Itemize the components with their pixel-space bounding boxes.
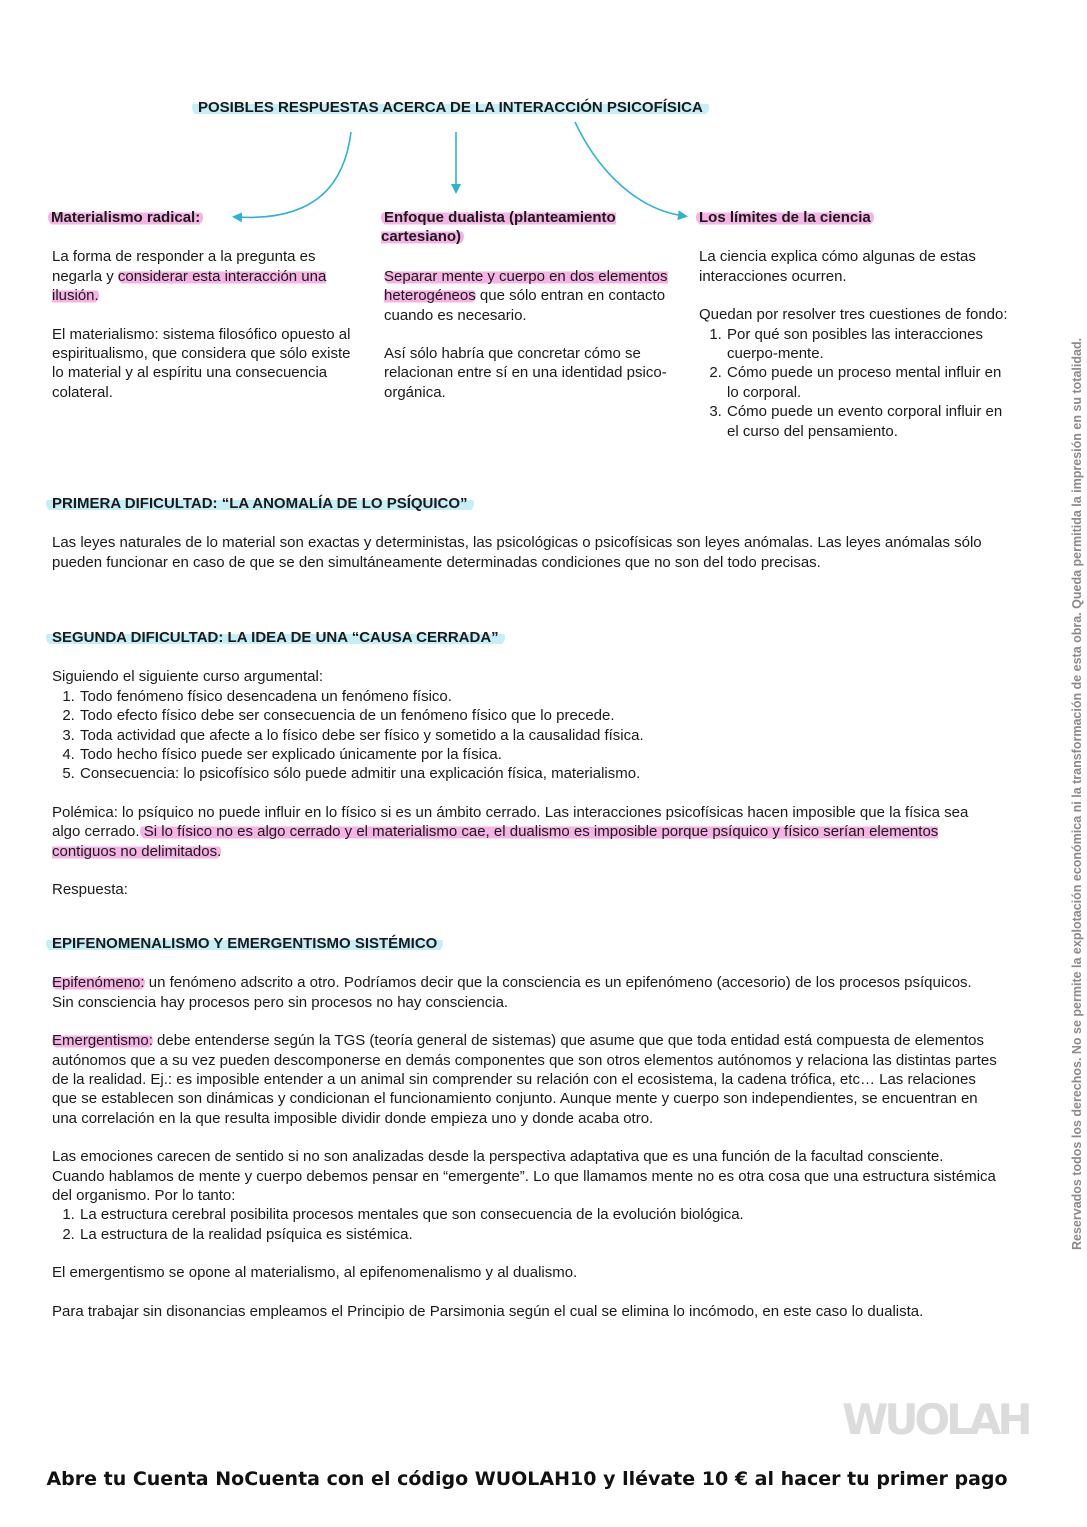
sec2-highlight: Si lo físico no es algo cerrado y el materialismo cae, el dualismo es imposible porque psíquico y físico serían elementos contiguos no delimitados. <box>52 823 939 860</box>
sec3-emociones: Las emociones carecen de sentido si no son analizadas desde la perspectiva adaptativa que es una función de la facultad consciente. Cuando hablamos de mente y cuerpo debemos pensar en “emergente”. Lo que llamamos mente no es otra cosa que una estructura sistémica del organismo. Por lo tanto: <box>52 1148 996 1205</box>
section-epifenomenalismo <box>52 934 997 1321</box>
list-item: 2. La estructura de la realidad psíquica es sistémica. <box>79 1225 997 1244</box>
arrows-diagram <box>0 0 1080 240</box>
column-materialismo <box>52 208 357 402</box>
column-dualista <box>381 208 684 402</box>
list-item: 2. Todo efecto físico debe ser consecuencia de un fenómeno físico que lo precede. <box>79 706 982 725</box>
list-item: 1. Por qué son posibles las interacciones cuerpo-mente. <box>726 325 1014 364</box>
sec3-title: EPIFENOMENALISMO Y EMERGENTISMO SISTÉMICO <box>46 934 997 953</box>
list-item: 4. Todo hecho físico puede ser explicado únicamente por la física. <box>79 745 982 764</box>
list-item: 3. Cómo puede un evento corporal influir en el curso del pensamiento. <box>726 402 1014 441</box>
col3-list <box>699 325 1014 441</box>
sec1-title: PRIMERA DIFICULTAD: “LA ANOMALÍA DE LO PSÍQUICO” <box>46 494 982 513</box>
wuolah-logo: WUOLAH <box>842 1395 1029 1444</box>
col2-paragraph-2: Así sólo habría que concretar cómo se relacionan entre sí en una identidad psico-orgánica. <box>384 345 667 401</box>
sec1-text: Las leyes naturales de lo material son exactas y deterministas, las psicológicas o psicofísicas son leyes anómalas. Las leyes anómalas sólo pueden funcionar en caso de que se den simultáneamente determinadas condiciones que no son del todo precisas. <box>52 534 982 571</box>
sec3-opone: El emergentismo se opone al materialismo, al epifenomenalismo y al dualismo. <box>52 1264 578 1282</box>
section-segunda-dificultad <box>52 628 982 899</box>
copyright-notice: Reservados todos los derechos. No se permite la explotación económica ni la transformación de esta obra. Queda permitida la impresión en su totalidad. <box>1070 337 1084 1250</box>
col1-paragraph-1: La forma de responder a la pregunta es negarla y considerar esta interacción una ilusión. <box>52 248 327 305</box>
sec3-emergentismo: Emergentismo: debe entenderse según la TGS (teoría general de sistemas) que asume que que toda entidad está compuesta de elementos autónomos que a su vez pueden descomponerse en demás componentes que son otros elementos autónomos y relaciona las distintas partes de la realidad. Ej.: es imposible entender a un animal sin comprender su relación con el ecosistema, la cadena trófica, etc… Las relaciones que se establecen son dinámicas y condicionan el funcionamiento conjunto. Aunque mente y cuerpo son independientes, se encuentran en una correlación en la que resulta imposible dividir donde empieza uno y donde acaba otro. <box>52 1032 997 1127</box>
sec2-polemica: Polémica: lo psíquico no puede influir en lo físico si es un ámbito cerrado. Las interacciones psicofísicas hacen imposible que la física sea algo cerrado. Si lo físico no es algo cerrado y el materialismo cae, el dualismo es imposible porque psíquico y físico serían elementos contiguos no delimitados. <box>52 803 969 860</box>
page-title: POSIBLES RESPUESTAS ACERCA DE LA INTERACCIÓN PSICOFÍSICA <box>192 98 709 117</box>
term-emergentismo: Emergentismo: <box>52 1032 153 1050</box>
sec3-parsimonia: Para trabajar sin disonancias empleamos el Principio de Parsimonia según el cual se elimina lo incómodo, en este caso lo dualista. <box>52 1302 924 1320</box>
col3-paragraph-2: Quedan por resolver tres cuestiones de fondo: <box>699 306 1008 324</box>
footer-promo: Abre tu Cuenta NoCuenta con el código WUOLAH10 y llévate 10 € al hacer tu primer pago <box>46 1468 1008 1490</box>
list-item: 1. La estructura cerebral posibilita procesos mentales que son consecuencia de la evolución biológica. <box>79 1205 997 1224</box>
sec2-list <box>52 687 982 784</box>
col1-highlight: considerar esta interacción una ilusión. <box>52 267 327 305</box>
sec3-epifenomeno: Epifenómeno: un fenómeno adscrito a otro. Podríamos decir que la consciencia es un epifenómeno (accesorio) de los procesos psíquicos. Sin consciencia hay procesos pero sin procesos no hay consciencia. <box>52 974 972 1011</box>
col1-heading: Materialismo radical: <box>48 208 357 227</box>
list-item: 3. Toda actividad que afecte a lo físico debe ser físico y sometido a la causalidad física. <box>79 726 982 745</box>
col1-paragraph-2: El materialismo: sistema filosófico opuesto al espiritualismo, que considera que sólo existe lo material y al espíritu una consecuencia colateral. <box>52 325 351 401</box>
arrow-right <box>575 122 684 216</box>
term-epifenomeno: Epifenómeno: <box>52 974 145 992</box>
arrow-left <box>236 132 351 217</box>
col3-paragraph-1: La ciencia explica cómo algunas de estas interacciones ocurren. <box>699 248 976 285</box>
list-item: 5. Consecuencia: lo psicofísico sólo puede admitir una explicación física, materialismo. <box>79 764 982 783</box>
col2-heading: Enfoque dualista (planteamiento cartesiano) <box>381 209 616 246</box>
sec2-respuesta: Respuesta: <box>52 881 128 899</box>
sec2-title: SEGUNDA DIFICULTAD: LA IDEA DE UNA “CAUSA CERRADA” <box>46 628 982 647</box>
list-item: 2. Cómo puede un proceso mental influir en lo corporal. <box>726 363 1014 402</box>
column-limites-ciencia <box>699 208 1014 441</box>
list-item: 1. Todo fenómeno físico desencadena un fenómeno físico. <box>79 687 982 706</box>
col2-highlight: Separar mente y cuerpo en dos elementos heterogéneos <box>384 267 668 305</box>
sec2-intro: Siguiendo el siguiente curso argumental: <box>52 668 324 686</box>
col3-heading: Los límites de la ciencia <box>696 208 1014 227</box>
col2-paragraph-1: Separar mente y cuerpo en dos elementos heterogéneos que sólo entran en contacto cuando es necesario. <box>384 267 668 324</box>
section-primera-dificultad <box>52 494 982 572</box>
sec3-list <box>52 1205 997 1244</box>
